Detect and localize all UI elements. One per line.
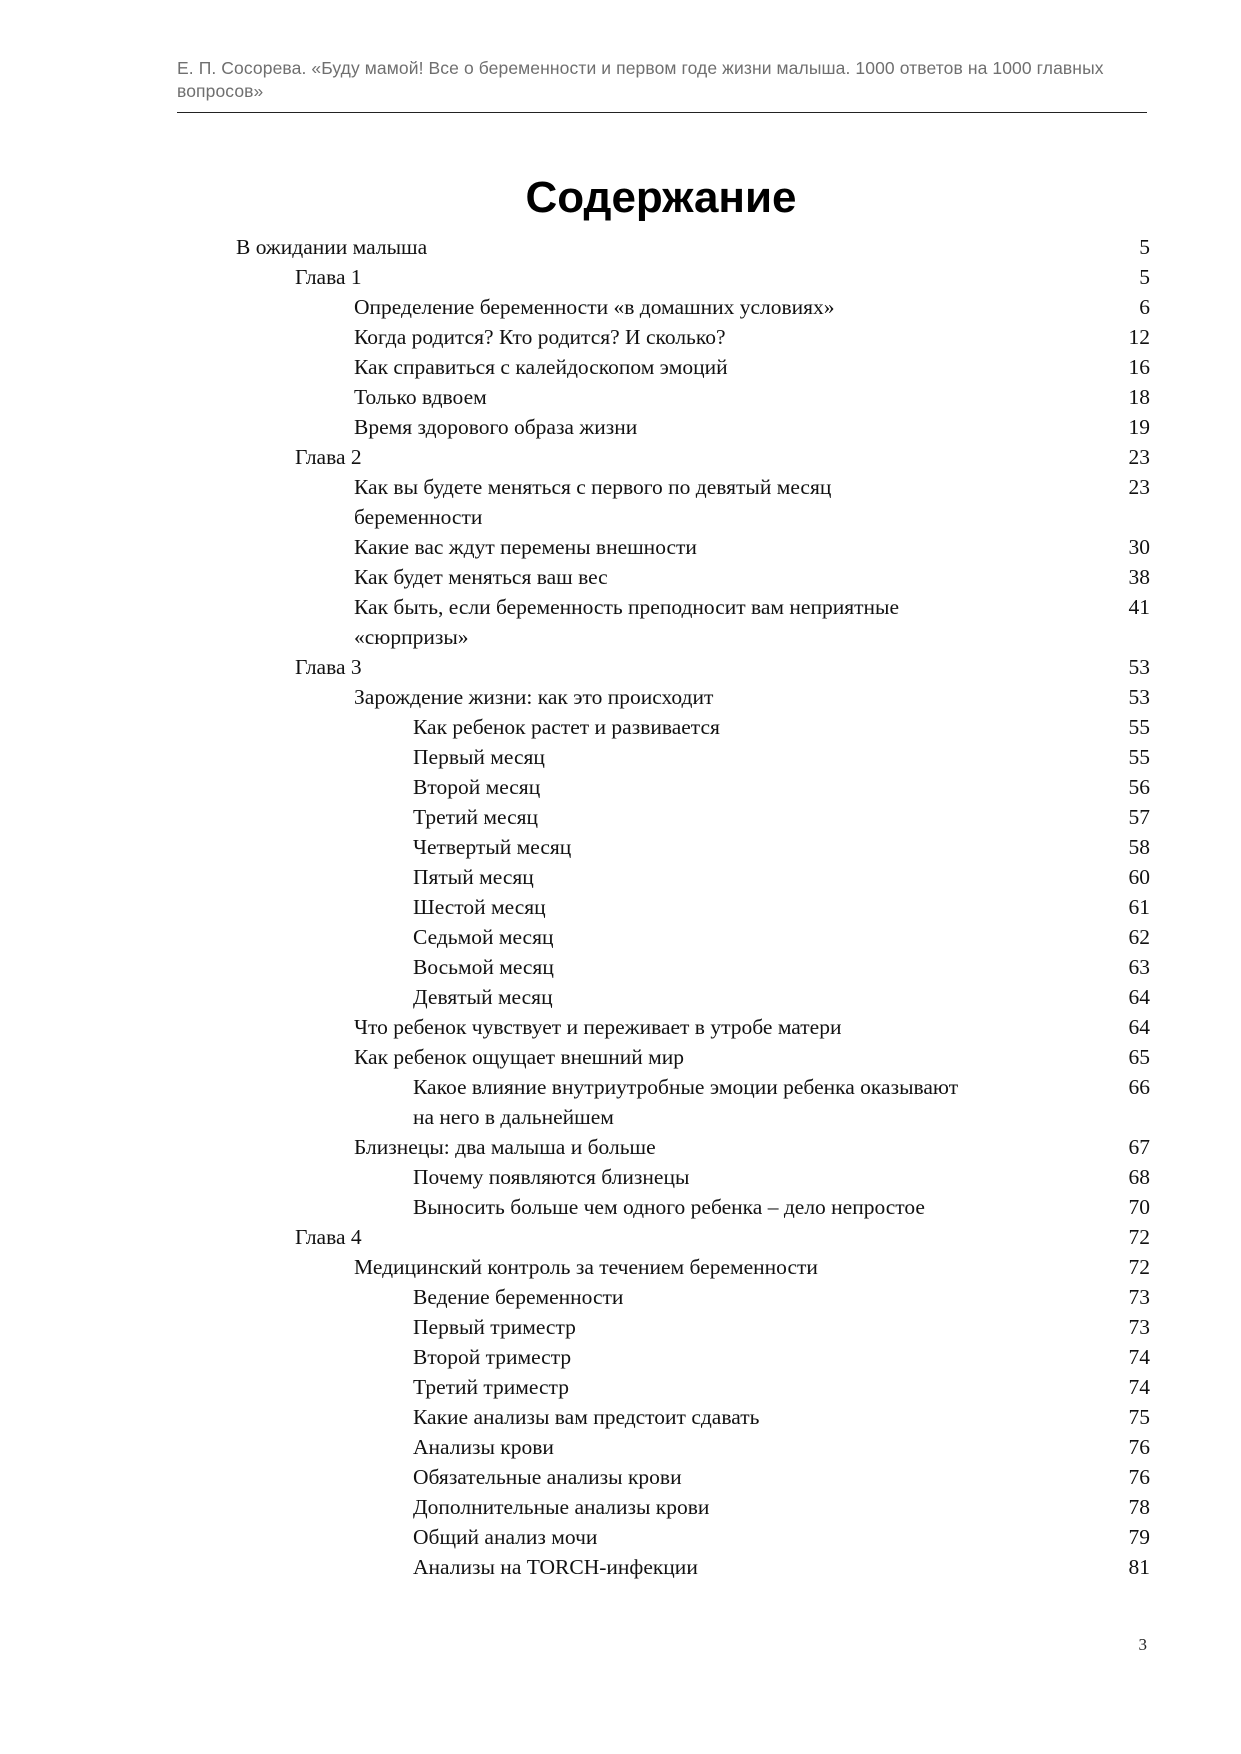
toc-entry[interactable] bbox=[236, 1012, 1150, 1042]
toc-entry-page: 41 bbox=[1128, 595, 1150, 619]
toc-entry-title: Третий месяц bbox=[413, 805, 539, 829]
toc-entry-title: Четвертый месяц bbox=[413, 835, 572, 859]
toc-entry-page: 70 bbox=[1128, 1195, 1150, 1219]
toc-entry-page: 58 bbox=[1128, 835, 1150, 859]
toc-entry-page: 61 bbox=[1128, 895, 1150, 919]
toc-entry-page: 23 bbox=[1128, 445, 1150, 469]
toc-entry-page: 5 bbox=[1139, 265, 1150, 289]
toc-entry-title: Как ребенок ощущает внешний мир bbox=[354, 1045, 684, 1069]
toc-entry[interactable] bbox=[236, 1252, 1150, 1282]
toc-entry-page: 55 bbox=[1128, 715, 1150, 739]
toc-entry-title: Дополнительные анализы крови bbox=[413, 1495, 710, 1519]
toc-entry-title: Первый месяц bbox=[413, 745, 545, 769]
toc-entry-page: 74 bbox=[1128, 1375, 1150, 1399]
toc-entry[interactable] bbox=[236, 712, 1150, 742]
toc-entry-page: 67 bbox=[1128, 1135, 1150, 1159]
toc-entry[interactable] bbox=[236, 352, 1150, 382]
toc-entry[interactable] bbox=[236, 1072, 1150, 1132]
toc-entry[interactable] bbox=[236, 442, 1150, 472]
toc-entry-page: 62 bbox=[1128, 925, 1150, 949]
toc-entry[interactable] bbox=[236, 412, 1150, 442]
toc-entry[interactable] bbox=[236, 892, 1150, 922]
toc-entry-title: Анализы на TORCH-инфекции bbox=[413, 1555, 698, 1579]
toc-entry[interactable] bbox=[236, 1522, 1150, 1552]
page-title: Содержание bbox=[525, 173, 797, 223]
toc-entry-title: Как справиться с калейдоскопом эмоций bbox=[354, 355, 728, 379]
toc-entry-title: Пятый месяц bbox=[413, 865, 534, 889]
toc-entry[interactable] bbox=[236, 322, 1150, 352]
toc-entry-page: 63 bbox=[1128, 955, 1150, 979]
toc-entry-title: Обязательные анализы крови bbox=[413, 1465, 682, 1489]
toc-entry-page: 55 bbox=[1128, 745, 1150, 769]
toc-entry-title: Какие анализы вам предстоит сдавать bbox=[413, 1405, 760, 1429]
toc-entry-page: 75 bbox=[1128, 1405, 1150, 1429]
toc-entry-page: 66 bbox=[1128, 1075, 1150, 1099]
toc-entry[interactable] bbox=[236, 1132, 1150, 1162]
toc-entry[interactable] bbox=[236, 1432, 1150, 1462]
toc-entry-page: 64 bbox=[1128, 985, 1150, 1009]
toc-entry[interactable] bbox=[236, 802, 1150, 832]
toc-entry-page: 5 bbox=[1139, 235, 1150, 259]
toc-entry-title: Глава 4 bbox=[295, 1225, 362, 1249]
toc-entry[interactable] bbox=[236, 1192, 1150, 1222]
toc-entry-page: 73 bbox=[1128, 1285, 1150, 1309]
toc-entry[interactable] bbox=[236, 1342, 1150, 1372]
toc-entry[interactable] bbox=[236, 832, 1150, 862]
toc-entry[interactable] bbox=[236, 1462, 1150, 1492]
toc-entry-title: Анализы крови bbox=[413, 1435, 554, 1459]
toc-entry-page: 68 bbox=[1128, 1165, 1150, 1189]
toc-entry[interactable] bbox=[236, 1222, 1150, 1252]
toc-entry-page: 12 bbox=[1128, 325, 1150, 349]
toc-entry-page: 65 bbox=[1128, 1045, 1150, 1069]
toc-entry[interactable] bbox=[236, 532, 1150, 562]
toc-entry-title: Второй месяц bbox=[413, 775, 541, 799]
toc-entry-title: Шестой месяц bbox=[413, 895, 546, 919]
page-number: 3 bbox=[1138, 1635, 1147, 1654]
toc-entry-page: 73 bbox=[1128, 1315, 1150, 1339]
toc-entry-title: Общий анализ мочи bbox=[413, 1525, 598, 1549]
toc-entry-title: Только вдвоем bbox=[354, 385, 487, 409]
toc-entry[interactable] bbox=[236, 742, 1150, 772]
toc-entry-title: Какие вас ждут перемены внешности bbox=[354, 535, 697, 559]
toc-entry[interactable] bbox=[236, 922, 1150, 952]
toc-entry-page: 72 bbox=[1128, 1225, 1150, 1249]
toc-entry[interactable] bbox=[236, 952, 1150, 982]
toc-entry[interactable] bbox=[236, 592, 1150, 652]
toc-entry-title: Глава 1 bbox=[295, 265, 362, 289]
toc-entry-title: Как вы будете меняться с первого по девятый месяц беременности bbox=[354, 475, 832, 529]
toc-entry-title: Восьмой месяц bbox=[413, 955, 554, 979]
toc-entry-page: 23 bbox=[1128, 475, 1150, 499]
toc-entry-page: 30 bbox=[1128, 535, 1150, 559]
toc-entry-title: Что ребенок чувствует и переживает в утробе матери bbox=[354, 1015, 842, 1039]
toc-entry-title: Ведение беременности bbox=[413, 1285, 624, 1309]
toc-entry-title: Первый триместр bbox=[413, 1315, 576, 1339]
toc-entry-title: Выносить больше чем одного ребенка – дело непростое bbox=[413, 1195, 925, 1219]
toc-entry-title: Седьмой месяц bbox=[413, 925, 554, 949]
toc-entry[interactable] bbox=[236, 262, 1150, 292]
toc-entry[interactable] bbox=[236, 1552, 1150, 1582]
toc-entry[interactable] bbox=[236, 1282, 1150, 1312]
header-divider bbox=[177, 112, 1147, 113]
toc-entry-page: 38 bbox=[1128, 565, 1150, 589]
toc-entry-page: 19 bbox=[1128, 415, 1150, 439]
toc-entry-title: Второй триместр bbox=[413, 1345, 572, 1369]
toc-entry-title: Близнецы: два малыша и больше bbox=[354, 1135, 656, 1159]
toc-entry-title: Глава 3 bbox=[295, 655, 362, 679]
toc-entry-page: 16 bbox=[1128, 355, 1150, 379]
toc-entry-page: 53 bbox=[1128, 655, 1150, 679]
toc-entry[interactable] bbox=[236, 772, 1150, 802]
toc-entry-title: Глава 2 bbox=[295, 445, 362, 469]
toc-entry-title: Определение беременности «в домашних условиях» bbox=[354, 295, 835, 319]
toc-entry-page: 72 bbox=[1128, 1255, 1150, 1279]
toc-entry[interactable] bbox=[236, 1372, 1150, 1402]
toc-entry[interactable] bbox=[236, 682, 1150, 712]
toc-entry[interactable] bbox=[236, 382, 1150, 412]
toc-entry-page: 64 bbox=[1128, 1015, 1150, 1039]
toc-entry-page: 56 bbox=[1128, 775, 1150, 799]
toc-entry[interactable] bbox=[236, 562, 1150, 592]
toc-entry-title: Медицинский контроль за течением беременности bbox=[354, 1255, 818, 1279]
toc-entry-page: 74 bbox=[1128, 1345, 1150, 1369]
toc-entry[interactable] bbox=[236, 232, 1150, 262]
toc-entry-title: Как ребенок растет и развивается bbox=[413, 715, 720, 739]
toc-entry[interactable] bbox=[236, 1162, 1150, 1192]
toc-entry-page: 57 bbox=[1128, 805, 1150, 829]
toc-entry-title: Как будет меняться ваш вес bbox=[354, 565, 608, 589]
toc-entry-title: Зарождение жизни: как это происходит bbox=[354, 685, 714, 709]
toc-entry-page: 81 bbox=[1128, 1555, 1150, 1579]
toc-entry[interactable] bbox=[236, 1042, 1150, 1072]
toc-entry[interactable] bbox=[236, 1402, 1150, 1432]
toc-entry[interactable] bbox=[236, 1492, 1150, 1522]
toc-entry-page: 78 bbox=[1128, 1495, 1150, 1519]
toc-entry-title: Время здорового образа жизни bbox=[354, 415, 638, 439]
toc-entry[interactable] bbox=[236, 982, 1150, 1012]
toc-entry-title: Почему появляются близнецы bbox=[413, 1165, 690, 1189]
toc-entry[interactable] bbox=[236, 292, 1150, 322]
running-header: Е. П. Сосорева. «Буду мамой! Все о беременности и первом годе жизни малыша. 1000 ответов на 1000 главных вопросов» bbox=[177, 58, 1104, 101]
toc-entry-page: 76 bbox=[1128, 1465, 1150, 1489]
toc-entry[interactable] bbox=[236, 472, 1150, 532]
toc-entry-title: Третий триместр bbox=[413, 1375, 569, 1399]
toc-entry-page: 18 bbox=[1128, 385, 1150, 409]
toc-entry-title: Когда родится? Кто родится? И сколько? bbox=[354, 325, 726, 349]
toc-entry-page: 79 bbox=[1128, 1525, 1150, 1549]
toc-entry[interactable] bbox=[236, 1312, 1150, 1342]
toc-entry-title: Девятый месяц bbox=[413, 985, 553, 1009]
toc-entry-page: 76 bbox=[1128, 1435, 1150, 1459]
toc-entry-title: В ожидании малыша bbox=[236, 235, 428, 259]
toc-entry-page: 53 bbox=[1128, 685, 1150, 709]
toc-entry-title: Как быть, если беременность преподносит вам неприятные «сюрпризы» bbox=[354, 595, 900, 649]
toc-entry[interactable] bbox=[236, 862, 1150, 892]
toc-entry-title: Какое влияние внутриутробные эмоции ребенка оказывают на него в дальнейшем bbox=[413, 1075, 959, 1129]
toc-entry-page: 6 bbox=[1139, 295, 1150, 319]
toc-entry-page: 60 bbox=[1128, 865, 1150, 889]
toc-entry[interactable] bbox=[236, 652, 1150, 682]
table-of-contents bbox=[236, 232, 1150, 1582]
